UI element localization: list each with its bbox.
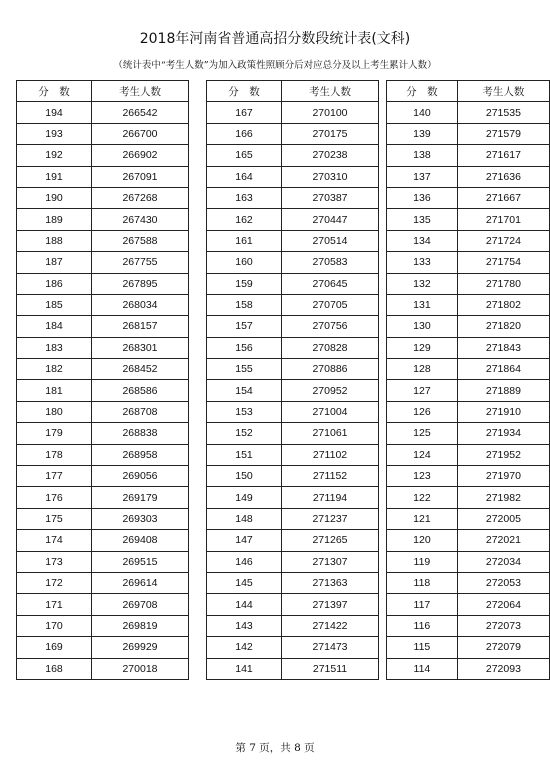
count-cell: 271667	[457, 187, 549, 208]
table-row	[387, 551, 550, 572]
count-cell: 271152	[282, 466, 379, 487]
table-row	[387, 508, 550, 529]
table-row	[207, 337, 379, 358]
table-row	[17, 594, 189, 615]
count-cell: 272073	[457, 615, 549, 636]
table-row	[387, 401, 550, 422]
table-row	[207, 530, 379, 551]
score-cell: 182	[17, 359, 92, 380]
count-cell: 272034	[457, 551, 549, 572]
score-cell: 120	[387, 530, 458, 551]
score-cell: 184	[17, 316, 92, 337]
count-cell: 270175	[282, 123, 379, 144]
score-cell: 139	[387, 123, 458, 144]
table-row	[17, 123, 189, 144]
score-cell: 194	[17, 102, 92, 123]
score-cell: 188	[17, 230, 92, 251]
score-cell: 168	[17, 658, 92, 679]
count-cell: 268452	[92, 359, 189, 380]
header-score: 分 数	[17, 81, 92, 102]
count-cell: 270952	[282, 380, 379, 401]
table-row	[207, 102, 379, 123]
count-cell: 271535	[457, 102, 549, 123]
table-row	[207, 294, 379, 315]
table-row	[17, 380, 189, 401]
score-cell: 117	[387, 594, 458, 615]
table-row	[17, 487, 189, 508]
count-cell: 270447	[282, 209, 379, 230]
score-cell: 189	[17, 209, 92, 230]
table-row	[207, 166, 379, 187]
table-row	[387, 487, 550, 508]
table-row	[207, 551, 379, 572]
count-cell: 269614	[92, 572, 189, 593]
count-cell: 269408	[92, 530, 189, 551]
table-body	[207, 102, 379, 680]
table-row	[17, 423, 189, 444]
count-cell: 271820	[457, 316, 549, 337]
table-row	[207, 466, 379, 487]
count-cell: 269303	[92, 508, 189, 529]
score-cell: 163	[207, 187, 282, 208]
score-cell: 156	[207, 337, 282, 358]
table-row	[387, 252, 550, 273]
score-cell: 174	[17, 530, 92, 551]
count-cell: 271579	[457, 123, 549, 144]
count-cell: 271473	[282, 637, 379, 658]
count-cell: 271511	[282, 658, 379, 679]
count-cell: 270705	[282, 294, 379, 315]
table-row	[387, 166, 550, 187]
table-row	[207, 273, 379, 294]
score-cell: 187	[17, 252, 92, 273]
table-row	[387, 273, 550, 294]
count-cell: 266700	[92, 123, 189, 144]
score-cell: 119	[387, 551, 458, 572]
score-cell: 172	[17, 572, 92, 593]
score-cell: 179	[17, 423, 92, 444]
table-row	[207, 423, 379, 444]
count-cell: 266902	[92, 145, 189, 166]
table-row	[387, 316, 550, 337]
header-count: 考生人数	[92, 81, 189, 102]
header-count: 考生人数	[282, 81, 379, 102]
score-cell: 193	[17, 123, 92, 144]
table-row	[387, 658, 550, 679]
table-header-row	[387, 81, 550, 102]
count-cell: 271194	[282, 487, 379, 508]
count-cell: 271780	[457, 273, 549, 294]
table-row	[17, 551, 189, 572]
table-row	[17, 466, 189, 487]
table-row	[387, 359, 550, 380]
score-cell: 192	[17, 145, 92, 166]
table-row	[17, 145, 189, 166]
table-row	[17, 316, 189, 337]
score-cell: 151	[207, 444, 282, 465]
table-row	[207, 572, 379, 593]
table-row	[387, 423, 550, 444]
count-cell: 270310	[282, 166, 379, 187]
score-cell: 167	[207, 102, 282, 123]
table-row	[387, 294, 550, 315]
count-cell: 268838	[92, 423, 189, 444]
score-cell: 114	[387, 658, 458, 679]
count-cell: 270387	[282, 187, 379, 208]
count-cell: 267895	[92, 273, 189, 294]
score-cell: 127	[387, 380, 458, 401]
count-cell: 267091	[92, 166, 189, 187]
table-row	[207, 637, 379, 658]
count-cell: 271843	[457, 337, 549, 358]
score-cell: 160	[207, 252, 282, 273]
table-row	[387, 594, 550, 615]
count-cell: 271802	[457, 294, 549, 315]
table-row	[207, 380, 379, 401]
count-cell: 267588	[92, 230, 189, 251]
table-row	[207, 615, 379, 636]
score-cell: 175	[17, 508, 92, 529]
count-cell: 269179	[92, 487, 189, 508]
score-cell: 164	[207, 166, 282, 187]
count-cell: 271237	[282, 508, 379, 529]
count-cell: 271307	[282, 551, 379, 572]
count-cell: 271889	[457, 380, 549, 401]
score-cell: 155	[207, 359, 282, 380]
score-cell: 134	[387, 230, 458, 251]
count-cell: 271363	[282, 572, 379, 593]
count-cell: 271617	[457, 145, 549, 166]
score-cell: 125	[387, 423, 458, 444]
header-count: 考生人数	[457, 81, 549, 102]
table-header-row	[207, 81, 379, 102]
score-cell: 181	[17, 380, 92, 401]
count-cell: 271724	[457, 230, 549, 251]
table-row	[387, 444, 550, 465]
table-row	[17, 187, 189, 208]
count-cell: 271397	[282, 594, 379, 615]
table-row	[17, 166, 189, 187]
count-cell: 271864	[457, 359, 549, 380]
score-cell: 135	[387, 209, 458, 230]
score-cell: 154	[207, 380, 282, 401]
score-cell: 121	[387, 508, 458, 529]
score-cell: 115	[387, 637, 458, 658]
score-cell: 180	[17, 401, 92, 422]
count-cell: 268958	[92, 444, 189, 465]
table-row	[17, 658, 189, 679]
score-cell: 131	[387, 294, 458, 315]
score-table-3	[386, 80, 550, 680]
count-cell: 268034	[92, 294, 189, 315]
score-cell: 122	[387, 487, 458, 508]
score-cell: 162	[207, 209, 282, 230]
table-row	[17, 359, 189, 380]
table-row	[207, 401, 379, 422]
table-row	[387, 123, 550, 144]
count-cell: 271701	[457, 209, 549, 230]
count-cell: 271061	[282, 423, 379, 444]
count-cell: 271934	[457, 423, 549, 444]
score-cell: 140	[387, 102, 458, 123]
count-cell: 272064	[457, 594, 549, 615]
score-cell: 171	[17, 594, 92, 615]
table-row	[207, 594, 379, 615]
count-cell: 272079	[457, 637, 549, 658]
count-cell: 271754	[457, 252, 549, 273]
table-row	[387, 230, 550, 251]
count-cell: 271102	[282, 444, 379, 465]
count-cell: 271982	[457, 487, 549, 508]
count-cell: 272005	[457, 508, 549, 529]
score-cell: 170	[17, 615, 92, 636]
table-row	[387, 466, 550, 487]
score-cell: 141	[207, 658, 282, 679]
table-row	[207, 359, 379, 380]
score-cell: 116	[387, 615, 458, 636]
score-cell: 185	[17, 294, 92, 315]
count-cell: 268157	[92, 316, 189, 337]
score-cell: 146	[207, 551, 282, 572]
count-cell: 266542	[92, 102, 189, 123]
count-cell: 270514	[282, 230, 379, 251]
count-cell: 268301	[92, 337, 189, 358]
table-row	[387, 209, 550, 230]
table-note: （统计表中“考生人数”为加入政策性照顾分后对应总分及以上考生累计人数）	[113, 60, 437, 71]
header-score: 分 数	[387, 81, 458, 102]
table-row	[17, 230, 189, 251]
table-row	[387, 102, 550, 123]
table-row	[387, 572, 550, 593]
table-row	[17, 273, 189, 294]
table-row	[387, 337, 550, 358]
page-title: 2018年河南省普通高招分数段统计表(文科)	[139, 31, 411, 47]
table-row	[387, 530, 550, 551]
count-cell: 267430	[92, 209, 189, 230]
table-row	[207, 316, 379, 337]
table-row	[387, 615, 550, 636]
score-cell: 169	[17, 637, 92, 658]
count-cell: 271265	[282, 530, 379, 551]
score-cell: 147	[207, 530, 282, 551]
table-row	[207, 123, 379, 144]
score-cell: 148	[207, 508, 282, 529]
score-cell: 158	[207, 294, 282, 315]
table-row	[387, 637, 550, 658]
score-cell: 137	[387, 166, 458, 187]
score-cell: 176	[17, 487, 92, 508]
table-row	[17, 530, 189, 551]
count-cell: 267268	[92, 187, 189, 208]
score-cell: 133	[387, 252, 458, 273]
table-body	[387, 102, 550, 680]
count-cell: 270645	[282, 273, 379, 294]
table-row	[17, 294, 189, 315]
table-body	[17, 102, 189, 680]
score-cell: 128	[387, 359, 458, 380]
score-cell: 186	[17, 273, 92, 294]
score-cell: 178	[17, 444, 92, 465]
count-cell: 267755	[92, 252, 189, 273]
count-cell: 269708	[92, 594, 189, 615]
count-cell: 268708	[92, 401, 189, 422]
table-header-row	[17, 81, 189, 102]
score-cell: 118	[387, 572, 458, 593]
score-cell: 152	[207, 423, 282, 444]
score-cell: 142	[207, 637, 282, 658]
table-row	[17, 572, 189, 593]
table-row	[207, 252, 379, 273]
score-cell: 190	[17, 187, 92, 208]
score-cell: 138	[387, 145, 458, 166]
score-cell: 124	[387, 444, 458, 465]
score-cell: 159	[207, 273, 282, 294]
table-row	[17, 252, 189, 273]
score-cell: 157	[207, 316, 282, 337]
count-cell: 270886	[282, 359, 379, 380]
count-cell: 270756	[282, 316, 379, 337]
table-row	[207, 444, 379, 465]
table-row	[207, 487, 379, 508]
table-row	[387, 380, 550, 401]
score-cell: 126	[387, 401, 458, 422]
table-row	[207, 187, 379, 208]
count-cell: 269515	[92, 551, 189, 572]
count-cell: 271970	[457, 466, 549, 487]
table-row	[207, 658, 379, 679]
count-cell: 271422	[282, 615, 379, 636]
table-row	[387, 187, 550, 208]
score-cell: 144	[207, 594, 282, 615]
count-cell: 272053	[457, 572, 549, 593]
score-cell: 166	[207, 123, 282, 144]
count-cell: 270238	[282, 145, 379, 166]
score-cell: 136	[387, 187, 458, 208]
count-cell: 268586	[92, 380, 189, 401]
table-row	[207, 508, 379, 529]
table-row	[17, 637, 189, 658]
count-cell: 271910	[457, 401, 549, 422]
score-cell: 149	[207, 487, 282, 508]
count-cell: 272021	[457, 530, 549, 551]
score-cell: 123	[387, 466, 458, 487]
score-table-1	[16, 80, 189, 680]
score-cell: 153	[207, 401, 282, 422]
score-cell: 130	[387, 316, 458, 337]
count-cell: 269056	[92, 466, 189, 487]
table-row	[387, 145, 550, 166]
score-cell: 161	[207, 230, 282, 251]
table-row	[17, 444, 189, 465]
count-cell: 271004	[282, 401, 379, 422]
table-row	[17, 508, 189, 529]
header-score: 分 数	[207, 81, 282, 102]
score-cell: 132	[387, 273, 458, 294]
score-cell: 177	[17, 466, 92, 487]
count-cell: 270583	[282, 252, 379, 273]
count-cell: 272093	[457, 658, 549, 679]
table-row	[17, 401, 189, 422]
table-row	[207, 230, 379, 251]
score-cell: 173	[17, 551, 92, 572]
count-cell: 269819	[92, 615, 189, 636]
count-cell: 270100	[282, 102, 379, 123]
score-cell: 150	[207, 466, 282, 487]
score-table-2	[206, 80, 379, 680]
score-cell: 129	[387, 337, 458, 358]
table-row	[17, 337, 189, 358]
table-row	[17, 209, 189, 230]
score-cell: 165	[207, 145, 282, 166]
page-footer: 第 7 页，共 8 页	[235, 742, 315, 754]
score-cell: 183	[17, 337, 92, 358]
score-cell: 191	[17, 166, 92, 187]
count-cell: 270018	[92, 658, 189, 679]
count-cell: 269929	[92, 637, 189, 658]
table-row	[17, 102, 189, 123]
table-row	[207, 209, 379, 230]
score-cell: 143	[207, 615, 282, 636]
count-cell: 271952	[457, 444, 549, 465]
table-row	[207, 145, 379, 166]
score-cell: 145	[207, 572, 282, 593]
table-row	[17, 615, 189, 636]
count-cell: 271636	[457, 166, 549, 187]
count-cell: 270828	[282, 337, 379, 358]
